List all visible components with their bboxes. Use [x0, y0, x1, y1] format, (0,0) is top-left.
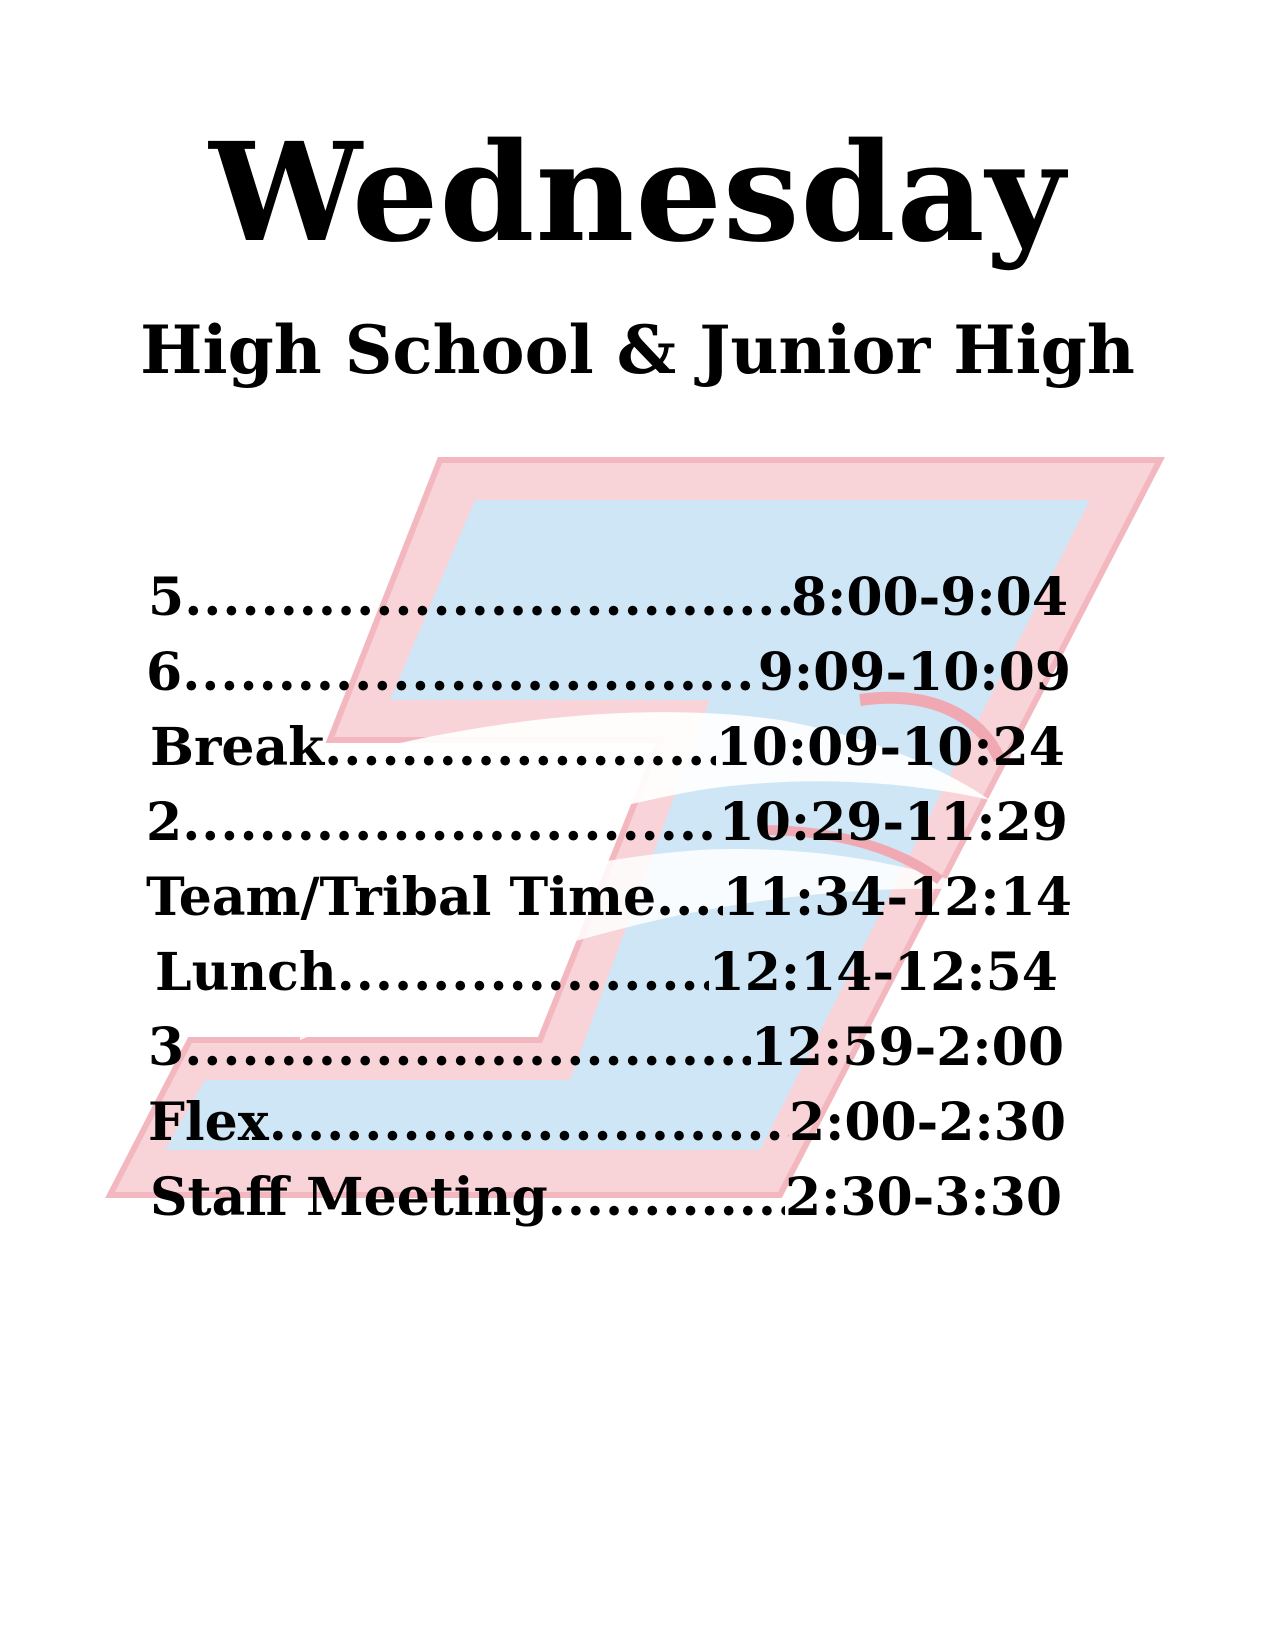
leader-dots: [337, 938, 709, 1008]
schedule-row: [148, 563, 1068, 633]
leader-dots: [182, 638, 758, 708]
schedule-row-label: Break: [150, 717, 325, 778]
schedule-row-time: 11:34-12:14: [722, 867, 1072, 928]
schedule-row-time: 12:59-2:00: [750, 1017, 1064, 1078]
leader-dots: [182, 788, 718, 858]
schedule-row-label: 3: [148, 1017, 185, 1078]
leader-dots: [548, 1163, 785, 1233]
leader-dots: [184, 1013, 751, 1083]
schedule-row-label: Lunch: [155, 942, 337, 1003]
schedule-row: [155, 938, 1058, 1008]
page-subtitle: High School & Junior High: [140, 311, 1135, 389]
schedule-row: [150, 713, 1065, 783]
schedule-row-label: 6: [146, 642, 183, 703]
schedule-row: [146, 638, 1071, 708]
schedule-row-time: 2:00-2:30: [788, 1092, 1066, 1153]
schedule-row: [148, 1013, 1064, 1083]
schedule-row-label: 5: [148, 567, 185, 628]
schedule-row-label: 2: [146, 792, 183, 853]
page-title: Wednesday: [209, 113, 1066, 273]
schedule-row-time: 9:09-10:09: [757, 642, 1071, 703]
leader-dots: [269, 1088, 789, 1158]
schedule-row: [150, 1163, 1062, 1233]
schedule-row-time: 10:29-11:29: [718, 792, 1068, 853]
schedule-row-time: 10:09-10:24: [715, 717, 1065, 778]
leader-dots: [656, 863, 723, 933]
schedule-row-time: 2:30-3:30: [784, 1167, 1062, 1228]
leader-dots: [324, 713, 715, 783]
schedule-row-label: Team/Tribal Time: [146, 867, 657, 928]
schedule-row: [148, 1088, 1066, 1158]
schedule-row-label: Staff Meeting: [150, 1167, 548, 1228]
schedule-row: [146, 788, 1068, 858]
schedule-row: [146, 863, 1072, 933]
leader-dots: [184, 563, 791, 633]
schedule-row-time: 12:14-12:54: [708, 942, 1058, 1003]
schedule-row-time: 8:00-9:04: [790, 567, 1068, 628]
schedule-row-label: Flex: [148, 1092, 269, 1153]
